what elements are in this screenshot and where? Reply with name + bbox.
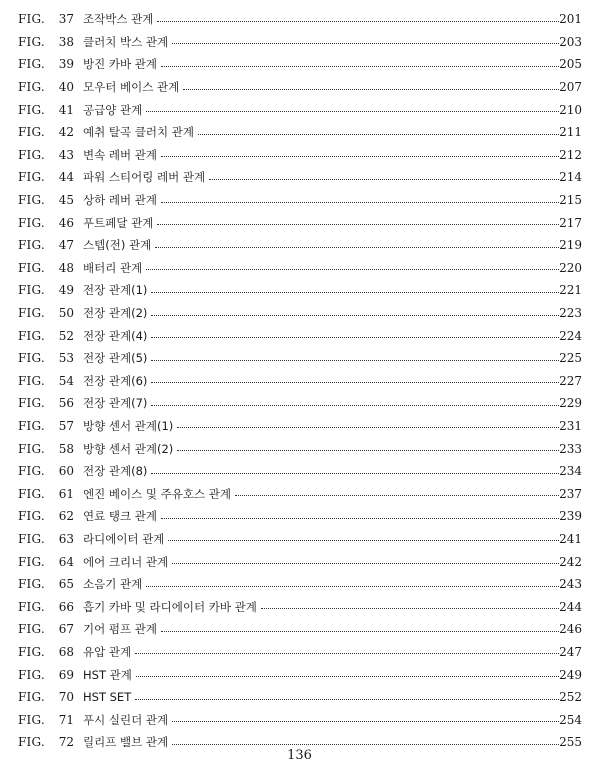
dot-leader [136,676,559,677]
fig-number: 54 [58,373,74,388]
fig-number: 41 [58,102,74,117]
fig-number: 46 [58,215,74,230]
toc-entry [0,121,599,144]
fig-label: FIG. [18,464,45,479]
toc-entry [0,641,599,664]
entry-title-wrap [83,35,559,49]
entry-title-wrap [83,374,559,388]
entry-title: 전장 관계(8) [83,464,148,479]
fig-number: 45 [58,193,74,208]
dot-leader [161,202,559,203]
fig-label: FIG. [18,735,45,750]
dot-leader [146,269,559,270]
entry-page-number: 224 [559,328,582,343]
fig-number: 65 [58,577,74,592]
entry-title: 상하 레버 관계 [83,193,157,208]
entry-page-number: 252 [559,690,582,705]
dot-leader [183,89,559,90]
entry-page-number: 212 [559,147,582,162]
entry-title-wrap [83,80,559,94]
entry-title-wrap [83,216,559,230]
fig-number: 38 [58,34,74,49]
dot-leader [261,608,559,609]
fig-label: FIG. [18,509,45,524]
fig-label: FIG. [18,215,45,230]
entry-page-number: 233 [559,441,582,456]
dot-leader [135,653,559,654]
entry-title: 클러치 박스 관계 [83,34,169,49]
fig-number: 69 [58,667,74,682]
entry-page-number: 220 [559,260,582,275]
entry-page-number: 214 [559,170,582,185]
toc-entry [0,392,599,415]
entry-title: 전장 관계(1) [83,283,148,298]
entry-title: 전장 관계(7) [83,396,148,411]
fig-label: FIG. [18,599,45,614]
fig-label: FIG. [18,396,45,411]
fig-label: FIG. [18,125,45,140]
entry-title-wrap [83,464,559,478]
toc-entry [0,98,599,121]
fig-number: 53 [58,351,74,366]
toc-entry [0,31,599,54]
dot-leader [172,744,559,745]
table-of-contents [0,8,599,754]
toc-entry [0,437,599,460]
fig-label: FIG. [18,351,45,366]
toc-entry [0,505,599,528]
entry-page-number: 239 [559,509,582,524]
entry-title: 푸트페달 관계 [83,215,154,230]
entry-title-wrap [83,283,559,297]
entry-page-number: 243 [559,577,582,592]
fig-number: 72 [58,735,74,750]
fig-number: 56 [58,396,74,411]
dot-leader [157,21,559,22]
toc-entry [0,302,599,325]
fig-label: FIG. [18,283,45,298]
entry-title: 전장 관계(6) [83,373,148,388]
entry-title-wrap [83,577,559,591]
entry-title: 공급양 관계 [83,102,143,117]
toc-entry [0,211,599,234]
dot-leader [135,699,559,700]
entry-page-number: 244 [559,599,582,614]
fig-number: 50 [58,306,74,321]
fig-label: FIG. [18,34,45,49]
entry-title: 조작박스 관계 [83,12,154,27]
fig-number: 70 [58,690,74,705]
entry-page-number: 231 [559,418,582,433]
fig-label: FIG. [18,667,45,682]
fig-number: 67 [58,622,74,637]
dot-leader [155,247,559,248]
entry-title: 라디에이터 관계 [83,531,165,546]
toc-entry [0,460,599,483]
entry-page-number: 203 [559,34,582,49]
entry-title: 에어 크리너 관계 [83,554,169,569]
fig-number: 37 [58,12,74,27]
entry-title-wrap [83,622,559,636]
dot-leader [161,631,559,632]
entry-title: 모우터 베이스 관계 [83,80,180,95]
entry-title: 전장 관계(4) [83,328,148,343]
fig-number: 40 [58,80,74,95]
entry-page-number: 215 [559,193,582,208]
fig-number: 48 [58,260,74,275]
fig-label: FIG. [18,712,45,727]
entry-page-number: 246 [559,622,582,637]
dot-leader [151,360,559,361]
entry-title: 예취 탈곡 클러치 관계 [83,125,194,140]
dot-leader [151,405,559,406]
dot-leader [209,179,559,180]
toc-entry [0,189,599,212]
entry-page-number: 211 [559,125,582,140]
toc-entry [0,415,599,438]
entry-title-wrap [83,713,559,727]
toc-entry [0,686,599,709]
dot-leader [172,721,559,722]
dot-leader [172,43,559,44]
entry-title: 흡기 카바 및 라디에이터 카바 관계 [83,599,257,614]
fig-number: 49 [58,283,74,298]
entry-title: 릴리프 밸브 관계 [83,735,169,750]
fig-number: 66 [58,599,74,614]
entry-title: 변속 레버 관계 [83,147,157,162]
dot-leader [161,66,559,67]
toc-entry [0,347,599,370]
dot-leader [161,156,559,157]
fig-number: 71 [58,712,74,727]
fig-number: 68 [58,644,74,659]
fig-label: FIG. [18,193,45,208]
entry-title: 엔진 베이스 및 주유호스 관계 [83,486,231,501]
entry-page-number: 229 [559,396,582,411]
dot-leader [157,224,559,225]
fig-number: 58 [58,441,74,456]
fig-label: FIG. [18,441,45,456]
toc-entry [0,663,599,686]
entry-title: 배터리 관계 [83,260,143,275]
entry-title: 방향 센서 관계(2) [83,441,174,456]
fig-number: 42 [58,125,74,140]
entry-title: 방향 센서 관계(1) [83,418,174,433]
entry-title-wrap [83,690,559,704]
entry-page-number: 223 [559,306,582,321]
entry-title-wrap [83,148,559,162]
entry-title-wrap [83,261,559,275]
toc-entry [0,166,599,189]
entry-page-number: 241 [559,531,582,546]
entry-title-wrap [83,12,559,26]
toc-entry [0,550,599,573]
entry-page-number: 207 [559,80,582,95]
entry-page-number: 205 [559,57,582,72]
toc-entry [0,528,599,551]
entry-page-number: 210 [559,102,582,117]
fig-number: 61 [58,486,74,501]
toc-entry [0,708,599,731]
entry-title-wrap [83,645,559,659]
entry-title-wrap [83,419,559,433]
toc-entry [0,234,599,257]
entry-page-number: 227 [559,373,582,388]
toc-entry [0,370,599,393]
fig-label: FIG. [18,577,45,592]
entry-title: HST SET [83,690,132,705]
fig-label: FIG. [18,554,45,569]
toc-entry [0,8,599,31]
fig-label: FIG. [18,690,45,705]
entry-page-number: 249 [559,667,582,682]
fig-number: 64 [58,554,74,569]
entry-page-number: 255 [559,735,582,750]
entry-title-wrap [83,555,559,569]
fig-label: FIG. [18,170,45,185]
dot-leader [177,450,559,451]
entry-title: 연료 탱크 관계 [83,509,157,524]
toc-entry [0,279,599,302]
dot-leader [177,427,559,428]
dot-leader [151,382,559,383]
fig-number: 44 [58,170,74,185]
dot-leader [161,518,559,519]
entry-title-wrap [83,509,559,523]
fig-number: 39 [58,57,74,72]
entry-page-number: 247 [559,644,582,659]
fig-label: FIG. [18,418,45,433]
fig-label: FIG. [18,238,45,253]
entry-title-wrap [83,103,559,117]
entry-title-wrap [83,600,559,614]
fig-label: FIG. [18,260,45,275]
fig-label: FIG. [18,306,45,321]
entry-page-number: 234 [559,464,582,479]
entry-title-wrap [83,125,559,139]
fig-number: 47 [58,238,74,253]
entry-title: 전장 관계(2) [83,306,148,321]
page-number: 136 [287,748,312,763]
fig-label: FIG. [18,531,45,546]
toc-entry [0,482,599,505]
entry-title-wrap [83,668,559,682]
entry-title-wrap [83,487,559,501]
entry-title: 전장 관계(5) [83,351,148,366]
fig-label: FIG. [18,102,45,117]
entry-page-number: 219 [559,238,582,253]
fig-number: 43 [58,147,74,162]
entry-title-wrap [83,306,559,320]
toc-entry [0,573,599,596]
entry-title-wrap [83,442,559,456]
dot-leader [198,134,559,135]
entry-title: HST 관계 [83,667,132,682]
fig-number: 63 [58,531,74,546]
fig-label: FIG. [18,80,45,95]
entry-title-wrap [83,170,559,184]
fig-number: 62 [58,509,74,524]
entry-page-number: 221 [559,283,582,298]
dot-leader [235,495,559,496]
fig-number: 57 [58,418,74,433]
fig-label: FIG. [18,12,45,27]
toc-entry [0,53,599,76]
entry-title-wrap [83,329,559,343]
dot-leader [151,315,559,316]
entry-title: 스텝(전) 관계 [83,238,152,253]
toc-entry [0,144,599,167]
fig-label: FIG. [18,328,45,343]
entry-title-wrap [83,193,559,207]
dot-leader [151,473,559,474]
fig-label: FIG. [18,373,45,388]
entry-title: 기어 펌프 관계 [83,622,157,637]
toc-entry [0,618,599,641]
entry-page-number: 225 [559,351,582,366]
fig-number: 52 [58,328,74,343]
toc-entry [0,595,599,618]
entry-page-number: 237 [559,486,582,501]
entry-title: 푸시 실린더 관계 [83,712,169,727]
entry-page-number: 201 [559,12,582,27]
toc-entry [0,76,599,99]
entry-page-number: 242 [559,554,582,569]
toc-entry [0,324,599,347]
dot-leader [151,292,559,293]
entry-title-wrap [83,532,559,546]
entry-page-number: 217 [559,215,582,230]
toc-entry [0,257,599,280]
entry-title-wrap [83,351,559,365]
entry-title: 소음기 관계 [83,577,143,592]
entry-title-wrap [83,238,559,252]
entry-title: 파워 스티어링 레버 관계 [83,170,206,185]
dot-leader [151,337,559,338]
fig-label: FIG. [18,486,45,501]
fig-label: FIG. [18,147,45,162]
dot-leader [168,540,559,541]
dot-leader [146,586,559,587]
fig-label: FIG. [18,644,45,659]
entry-title-wrap [83,57,559,71]
entry-title-wrap [83,396,559,410]
fig-label: FIG. [18,622,45,637]
dot-leader [172,563,559,564]
entry-page-number: 254 [559,712,582,727]
fig-label: FIG. [18,57,45,72]
entry-title: 방진 카바 관계 [83,57,157,72]
fig-number: 60 [58,464,74,479]
dot-leader [146,111,559,112]
entry-title: 유압 관계 [83,644,132,659]
